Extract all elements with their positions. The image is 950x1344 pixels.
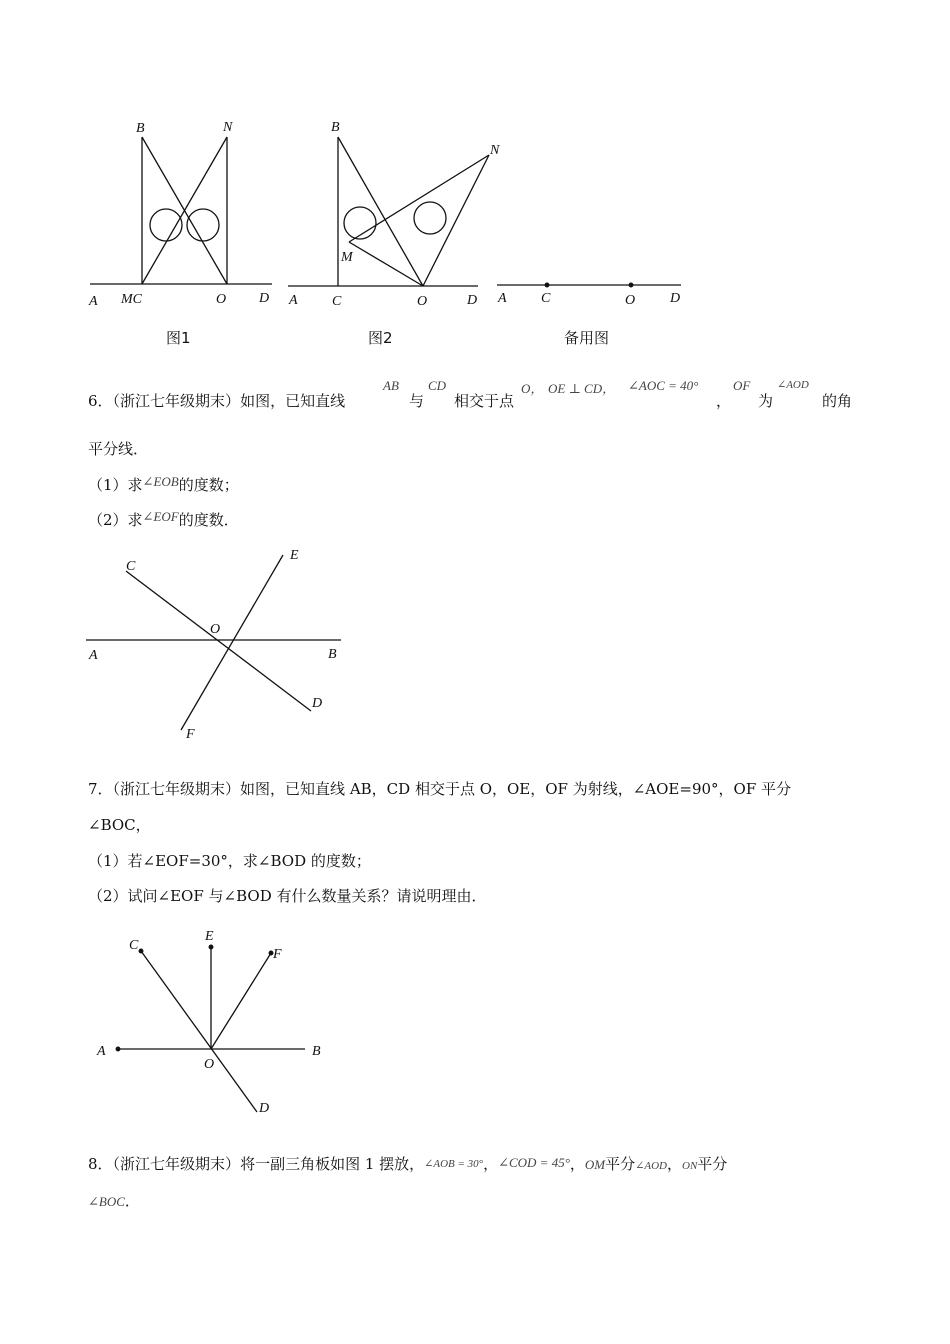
q6-math-oe: OE ⊥ CD， [548, 381, 616, 396]
q8-source: （浙江七年级期末） [112, 1155, 241, 1173]
q8-math-aob: ∠AOB = 30° [424, 1158, 484, 1170]
q6-source: （浙江七年级期末） [112, 392, 241, 410]
fig2-label-M: M [341, 250, 353, 265]
q8-text-pingfen-1: 平分 [605, 1155, 636, 1173]
q6-text-wei: 为 [758, 392, 774, 410]
q6-part2-prefix: （2）求 [88, 511, 143, 529]
fig2-label-C: C [332, 294, 342, 309]
q6-part1-prefix: （1）求 [88, 476, 143, 494]
q6-part1-math: ∠EOB [142, 474, 179, 489]
q7-fig-label-C: C [129, 938, 139, 953]
q6-fig-label-B: B [328, 647, 337, 662]
q8-number: 8． [88, 1155, 113, 1173]
q6-math-o: O， [521, 381, 544, 396]
q7-part2: （2）试问∠EOF 与∠BOD 有什么数量关系？请说明理由． [88, 887, 487, 905]
fig3-label-C: C [541, 291, 551, 306]
q6-fig-label-O: O [210, 622, 221, 637]
fig2-label-B: B [331, 120, 340, 135]
q7-fig-label-A: A [97, 1044, 106, 1059]
q6-number: 6． [88, 392, 113, 410]
q8-math-aod: ∠AOD [635, 1160, 667, 1172]
q8-comma-2: ， [569, 1155, 585, 1173]
q8-line1 [88, 1153, 727, 1177]
q8-line2 [88, 1190, 140, 1213]
q7-fig-label-D: D [259, 1101, 270, 1116]
q6-math-ab: AB [383, 378, 399, 393]
q6-math-aoc: ∠AOC = 40° [628, 378, 699, 393]
q6-fig-label-F: F [186, 727, 195, 742]
fig1-label-B: B [136, 121, 145, 136]
q8-comma-1: ， [483, 1155, 499, 1173]
q7-fig-label-F: F [273, 947, 282, 962]
q6-fig-label-D: D [312, 696, 323, 711]
q6-math-of: OF [733, 378, 751, 393]
fig1-label-N: N [223, 120, 233, 135]
fig2-caption: 图2 [368, 329, 393, 347]
q6-fig-label-A: A [89, 648, 98, 663]
q8-comma-3: ， [666, 1155, 682, 1173]
q8-math-om: OM [584, 1157, 606, 1172]
q7-line1: 7．（浙江七年级期末）如图，已知直线 AB，CD 相交于点 O，OE，OF 为射线，∠AOE=90°，OF 平分 [88, 780, 792, 798]
fig1-label-MC: MC [121, 292, 142, 307]
fig1-label-A: A [89, 294, 98, 309]
q6-math-aod: ∠AOD [777, 379, 809, 391]
fig2-label-N: N [490, 143, 500, 158]
q6-fig-label-C: C [126, 559, 136, 574]
q6-part2-suffix: 的度数． [178, 511, 239, 529]
q7-part1: （1）若∠EOF=30°，求∠BOD 的度数； [88, 852, 371, 870]
fig3-caption: 备用图 [564, 329, 610, 347]
fig2-label-A: A [289, 293, 298, 308]
q6-part1-suffix: 的度数； [178, 476, 239, 494]
q6-fig-label-E: E [290, 548, 299, 563]
q6-text-jiao: 的角 [822, 392, 853, 410]
q6-text-intersect: 相交于点 [454, 392, 515, 410]
fig2-label-D: D [467, 293, 478, 308]
q7-line2: ∠BOC， [88, 816, 151, 834]
q6-part2-math: ∠EOF [142, 509, 179, 524]
q6-text: 如图，已知直线 [240, 392, 346, 410]
fig1-label-O: O [216, 292, 227, 307]
fig1-caption: 图1 [166, 329, 191, 347]
fig3-label-A: A [498, 291, 507, 306]
q6-figure [0, 540, 950, 740]
q8-text: 将一副三角板如图 1 摆放， [240, 1155, 425, 1173]
q8-period: ． [124, 1192, 140, 1210]
q8-text-pingfen-2: 平分 [697, 1155, 728, 1173]
q6-comma: ， [716, 392, 732, 410]
q7-fig-label-O: O [204, 1057, 215, 1072]
q6-math-cd: CD [428, 378, 447, 393]
figure-1 [0, 0, 950, 360]
fig3-label-O: O [625, 293, 636, 308]
q6-text-yu: 与 [409, 392, 425, 410]
q8-math-cod: ∠COD = 45° [498, 1155, 570, 1170]
q6-line2: 平分线． [88, 440, 149, 458]
fig1-label-D: D [259, 291, 270, 306]
q8-math-on: ON [682, 1160, 698, 1172]
q7-figure [0, 920, 950, 1120]
q6-part1 [88, 474, 239, 497]
fig2-label-O: O [417, 294, 428, 309]
fig3-label-D: D [670, 291, 681, 306]
q8-math-boc: ∠BOC [88, 1194, 125, 1209]
q7-fig-label-E: E [205, 929, 214, 944]
q6-line1 [88, 390, 345, 412]
q6-part2 [88, 509, 239, 532]
q7-fig-label-B: B [312, 1044, 321, 1059]
